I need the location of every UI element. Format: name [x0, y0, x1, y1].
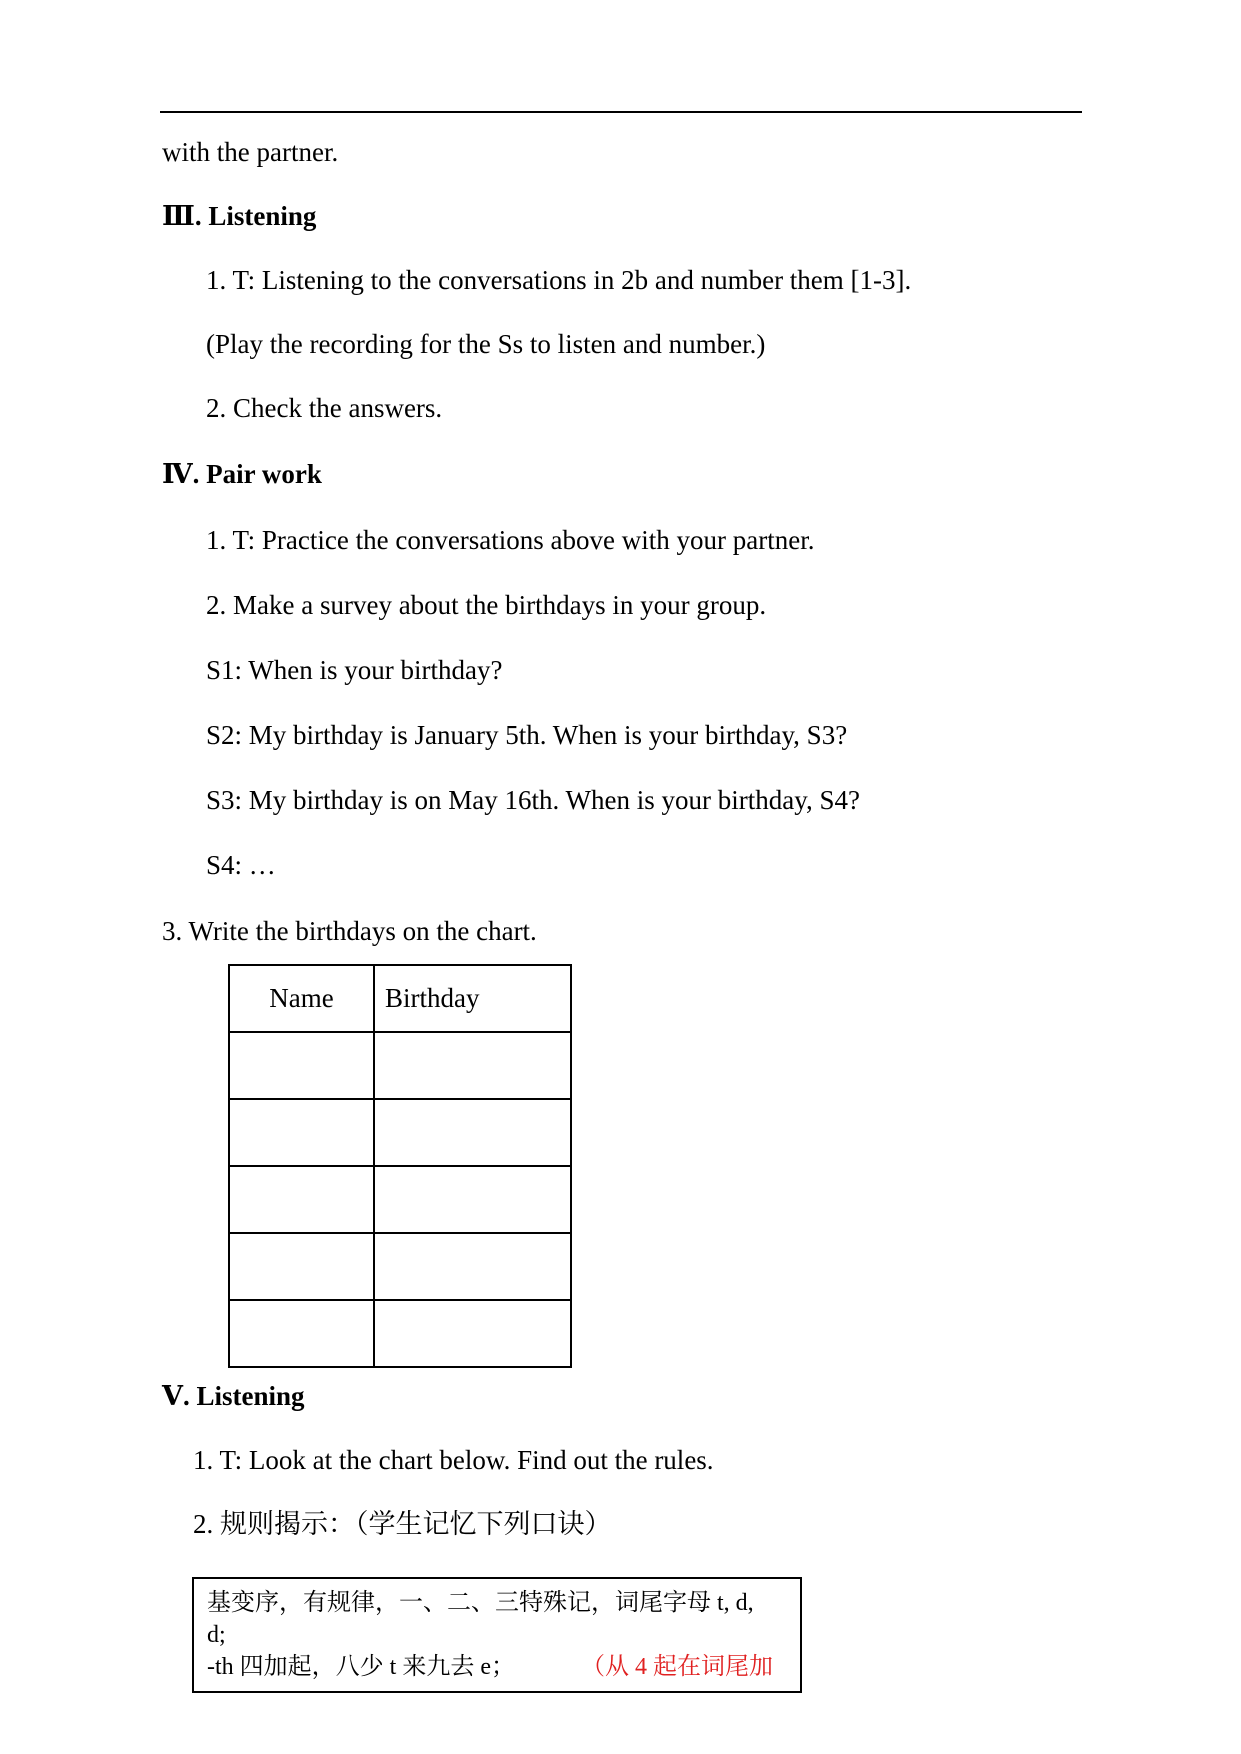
chart-cell-name[interactable]	[229, 1099, 374, 1166]
section-3-item-3: 2. Check the answers.	[206, 393, 443, 423]
chart-cell-birthday[interactable]	[374, 1166, 571, 1233]
chart-cell-birthday[interactable]	[374, 1032, 571, 1099]
chart-header-birthday: Birthday	[374, 965, 571, 1032]
chart-header-name: Name	[229, 965, 374, 1032]
chart-cell-name[interactable]	[229, 1300, 374, 1367]
section-5-item-2: 2. 规则揭示：（学生记忆下列口诀）	[193, 1509, 612, 1539]
chart-row	[229, 1233, 571, 1300]
rules-line-1: 基变序，有规律，一、二、三特殊记，词尾字母 t, d,	[207, 1590, 754, 1616]
dialogue-s4: S4: …	[206, 850, 276, 880]
intro-text: with the partner.	[162, 137, 339, 167]
dialogue-s3: S3: My birthday is on May 16th. When is your birthday, S4?	[206, 785, 860, 815]
chart-cell-birthday[interactable]	[374, 1300, 571, 1367]
section-4-heading: Ⅳ. Pair work	[162, 459, 322, 489]
section-3-item-1: 1. T: Listening to the conversations in 2b and number them [1-3].	[206, 265, 912, 295]
section-5-item-1: 1. T: Look at the chart below. Find out the rules.	[193, 1445, 714, 1475]
section-3-heading: Ⅲ. Listening	[162, 201, 317, 231]
header-rule	[160, 111, 1082, 113]
chart-row	[229, 1032, 571, 1099]
chart-row	[229, 1300, 571, 1367]
dialogue-s1: S1: When is your birthday?	[206, 655, 503, 685]
chart-row	[229, 1166, 571, 1233]
chart-cell-name[interactable]	[229, 1233, 374, 1300]
rules-line-2: d;	[207, 1622, 226, 1648]
rules-box	[192, 1577, 802, 1693]
chart-cell-name[interactable]	[229, 1166, 374, 1233]
section-4-item-2: 2. Make a survey about the birthdays in your group.	[206, 590, 767, 620]
chart-header-row	[229, 965, 571, 1032]
section-3-item-2: (Play the recording for the Ss to listen and number.)	[206, 329, 766, 359]
birthday-chart	[228, 964, 572, 1368]
rules-note: （从 4 起在词尾加	[581, 1654, 773, 1680]
chart-cell-birthday[interactable]	[374, 1233, 571, 1300]
chart-row	[229, 1099, 571, 1166]
chart-cell-name[interactable]	[229, 1032, 374, 1099]
section-4-item-1: 1. T: Practice the conversations above with your partner.	[206, 525, 815, 555]
rules-line-3: -th 四加起，八少 t 来九去 e；	[207, 1654, 515, 1680]
chart-cell-birthday[interactable]	[374, 1099, 571, 1166]
dialogue-s2: S2: My birthday is January 5th. When is your birthday, S3?	[206, 720, 848, 750]
section-5-heading: Ⅴ. Listening	[162, 1381, 305, 1411]
section-4-step-3: 3. Write the birthdays on the chart.	[162, 916, 537, 946]
